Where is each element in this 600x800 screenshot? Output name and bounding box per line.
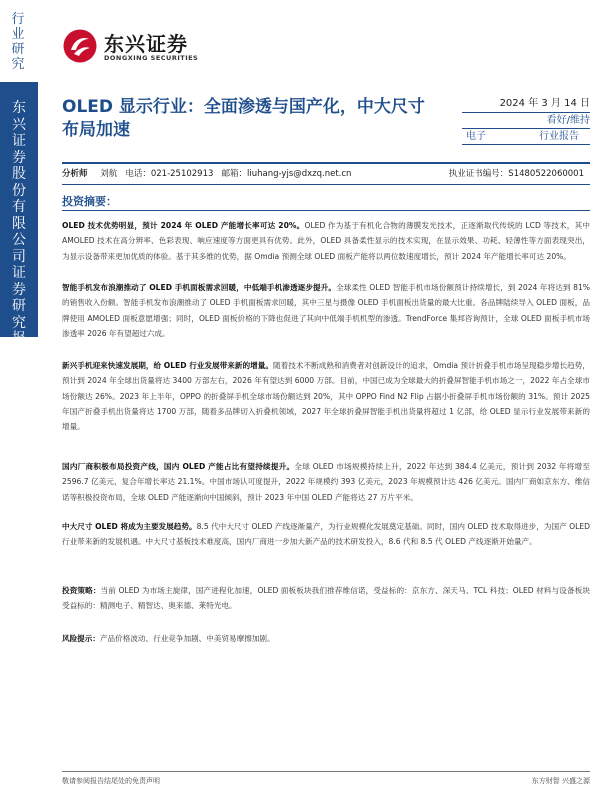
analyst-name: 刘航 — [100, 169, 118, 179]
analyst-bar — [62, 162, 590, 185]
analyst-phone: 电话：021-25102913 — [125, 169, 214, 179]
report-type: 行业报告 — [539, 131, 579, 142]
report-tags — [462, 129, 590, 145]
report-rating: 看好/维持 — [462, 113, 590, 129]
footer-slogan: 东方财智 兴盛之源 — [531, 777, 590, 785]
sidebar — [0, 0, 38, 800]
summary-paragraph-3 — [62, 358, 590, 434]
paragraph-4-body: 全球 OLED 市场规模持续上升，2022 年达到 384.4 亿美元，预计到 2032 年将增至 2596.7 亿美元，复合年增长率达 21.1%。中国市场认可度提升，2022 年规模约 393 亿美元，2023 年规模预计达 426 亿美元。国内厂商如京东方、维信诺等积极投资布局，全球 OLED 产能逐渐向中国倾斜，预计 2023 年中国 OLED 产能将达 27 万片平米。 — [62, 462, 590, 502]
logo-name: 东兴证券 — [104, 32, 188, 56]
paragraph-2-lead: 智能手机发布浪潮推动了 OLED 手机面板需求回暖，中低端手机渗透逐步提升。 — [62, 283, 337, 292]
paragraph-4-lead: 国内厂商积极布局投资产线，国内 OLED 产能占比有望持续提升。 — [62, 462, 295, 471]
paragraph-5-lead: 中大尺寸 OLED 将成为主要发展趋势。 — [62, 522, 197, 531]
page-footer — [62, 771, 590, 786]
report-info-box — [462, 95, 590, 145]
summary-divider — [62, 210, 590, 211]
report-sector: 电子 — [466, 131, 486, 142]
risk-warning — [62, 631, 590, 646]
logo-name-en: DONGXING SECURITIES — [104, 54, 199, 62]
summary-paragraph-1 — [62, 218, 590, 264]
report-title: OLED 显示行业：全面渗透与国产化，中大尺寸布局加速 — [62, 97, 425, 140]
industry-research-label: 行业研究 — [11, 12, 25, 72]
sidebar-top — [0, 0, 38, 78]
summary-paragraph-2 — [62, 280, 590, 341]
logo-emblem-icon — [62, 28, 98, 64]
analyst-cert: 执业证书编号：S1480522060001 — [448, 169, 584, 179]
paragraph-3-body: 随着技术不断成熟和消费者对创新设计的追求，Omdia 预计折叠手机市场呈现稳步增长趋势，预计到 2024 年全球出货量将达 3400 万部左右，2026 年有望达到 6000 万部。目前，中国已成为全球最大的折叠屏智能手机市场之一，2022 年占全球市场份额达 26%。2023 年上半年，OPPO 的折叠屏手机全球市场份额达到 20%，其中 OPPO Find N2 Flip 占据小折叠屏手机市场份额的 31%。预计 2025 年国产折叠手机出货量将达 1700 万部，随着多品牌切入折叠机领域，2027 年全球折叠屏智能手机出货量将超过 1 亿部，给 OLED 显示行业发展带来新的增量。 — [62, 361, 590, 432]
paragraph-3-lead: 新兴手机迎来快速发展期，给 OLED 行业发展带来新的增量。 — [62, 361, 274, 370]
analyst-label: 分析师 — [62, 169, 88, 179]
paragraph-1-body: OLED 作为基于有机化合物的薄膜发光技术，正逐渐取代传统的 LCD 等技术，其中 AMOLED 技术在高分辨率、色彩表现、响应速度等方面更具有优势。此外，OLED 具备柔性显示的技术实现，在显示效果、功耗、轻薄性等方面表现突出，为显示设备带来更加优质的体验。基于其多维的优势，据 Omdia 预测全球 OLED 面板产能将以两位数速度增长，预计 2024 年产能增长率可达 20%。 — [62, 221, 590, 261]
disclaimer-note: 敬请参阅报告结尾处的免责声明 — [62, 777, 160, 785]
paragraph-2-body: 全球柔性 OLED 智能手机市场份额预计持续增长，到 2024 年将达到 81%的销售收入份额。智能手机发布浪潮推动了 OLED 手机面板需求回暖，其中三星与摄像 OLED 手机面板出货量的最大比重。各品牌陆续导入 OLED 面板，品牌使用 AMOLED 面板意愿增强；同时，OLED 面板价格的下降也促进了其向中低端手机机型的渗透。TrendForce 集邦咨询预计，全球 OLED 面板手机市场渗透率 2026 年有望超过六成。 — [62, 283, 590, 338]
risk-lead: 风险提示： — [62, 634, 100, 643]
strategy-body: 当前 OLED 为市场主旋律，国产进程化加速，OLED 面板板块我们推荐维信诺，受益标的：京东方、深天马、TCL 科技；OLED 材料与设备板块受益标的：精测电子、精智达、奥来德、莱特光电。 — [62, 586, 591, 611]
analyst-email: 邮箱：liuhang-yjs@dxzq.net.cn — [221, 169, 352, 179]
summary-paragraph-4 — [62, 459, 590, 505]
paragraph-1-lead: OLED 技术优势明显，预计 2024 年 OLED 产能增长率可达 20%。 — [62, 221, 305, 230]
strategy-lead: 投资策略： — [62, 586, 101, 595]
company-report-label: 东兴证券股份有限公司证券研究报告 — [12, 100, 26, 364]
report-date: 2024 年 3 月 14 日 — [462, 95, 590, 113]
summary-heading: 投资摘要： — [62, 195, 117, 208]
company-logo — [62, 26, 232, 70]
investment-strategy — [62, 583, 590, 614]
sidebar-company-bar — [0, 82, 38, 364]
paragraph-5-body: 8.5 代中大尺寸 OLED 产线逐渐量产，为行业规模化发展奠定基础。同时，国内 OLED 技术取得进步，为国产 OLED 行业带来新的发展机遇。中大尺寸基板技术难度高，国内厂商进一步加大新产品的技术研发投入，8.6 代和 8.5 代 OLED 产线逐渐开始量产。 — [62, 522, 590, 547]
summary-paragraph-5 — [62, 519, 590, 550]
risk-body: 产品价格波动、行业竞争加剧、中美贸易摩擦加剧。 — [99, 634, 275, 643]
